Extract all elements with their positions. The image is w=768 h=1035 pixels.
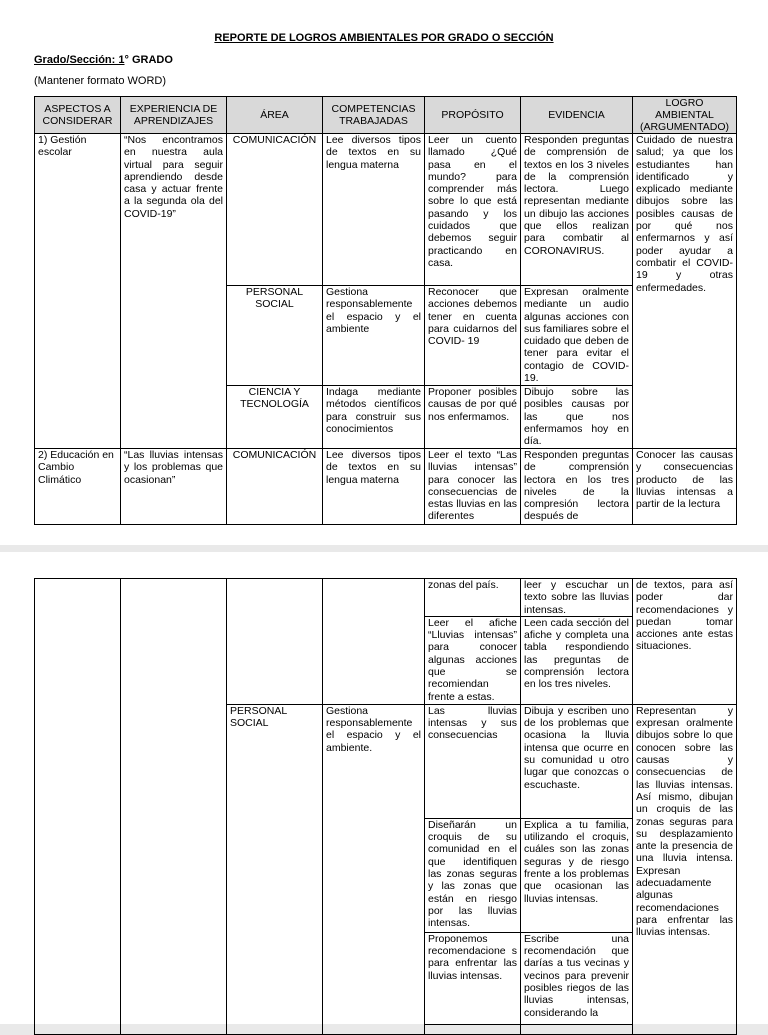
cell-proposito-6: Las lluvias intensas y sus consecuencias <box>425 704 521 818</box>
cell-proposito-4: Leer el texto “Las lluvias intensas” para conocer las consecuencias de estas lluvias en las diferentes <box>425 449 521 525</box>
cell-proposito-8: Proponemos recomendacione s para enfrentar las lluvias intensas. <box>425 932 521 1024</box>
grado-seccion <box>34 54 173 66</box>
cell-evidencia-7: Explica a tu familia, utilizando el croquis, cuáles son las zonas seguras y de riesgo frente a los problemas que ocasionan las lluvias intensas. <box>521 818 633 932</box>
cell-experiencia-2-cont <box>121 579 227 1035</box>
cell-evidencia-2: Expresan oralmente mediante un audio algunas acciones con sus familiares sobre el cuidado que deben de tener para evitar el contagio de COVID- 19. <box>521 286 633 386</box>
cell-competencia-indaga: Indaga mediante métodos científicos para construir sus conocimientos <box>323 386 425 449</box>
cell-experiencia-1: “Nos encontramos en nuestra aula virtual para seguir aprendiendo desde casa y actuar frente a la segunda ola del COVID-19” <box>121 134 227 449</box>
document-page-2 <box>0 552 768 1024</box>
cell-evidencia-4: Responden preguntas de comprensión lectora en los tres niveles de la compresión lectora después de <box>521 449 633 525</box>
cell-evidencia-6: Dibuja y escriben uno de los problemas que ocasiona la lluvia intensa que ocurre en su comunidad u otro lugar que conozcas o escuchaste. <box>521 704 633 818</box>
cell-aspecto-2: 2) Educación en Cambio Climático <box>35 449 121 525</box>
header-logro: LOGRO AMBIENTAL (ARGUMENTADO) <box>633 97 737 134</box>
cell-area-personal-social: PERSONAL SOCIAL <box>227 286 323 386</box>
cell-evidencia-1: Responden preguntas de comprensión de textos en los 3 niveles de la comprensión lectora. Luego representan mediante un dibujo las acciones que ellos realizan para combatir al CORONAVIRUS. <box>521 134 633 286</box>
format-note: (Mantener formato WORD) <box>34 75 167 87</box>
cell-evidencia-3: Dibujo sobre las posibles causas por las que nos enfermamos hoy en día. <box>521 386 633 449</box>
cell-proposito-7: Diseñarán un croquis de su comunidad en el que identifiquen las zonas seguras y las zonas que están en riesgo por las lluvias intensas. <box>425 818 521 932</box>
cell-area-cont <box>227 579 323 705</box>
cell-aspecto-1: 1) Gestión escolar <box>35 134 121 449</box>
header-competencias: COMPETENCIAS TRABAJADAS <box>323 97 425 134</box>
cell-experiencia-2: “Las lluvias intensas y los problemas que ocasionan” <box>121 449 227 525</box>
header-proposito: PROPÓSITO <box>425 97 521 134</box>
header-experiencia: EXPERIENCIA DE APRENDIZAJES <box>121 97 227 134</box>
header-area: ÁREA <box>227 97 323 134</box>
grado-label: Grado/Sección: 1 <box>34 54 125 66</box>
cell-proposito-5: Leer el afiche “Lluvias intensas” para conocer algunas acciones que se recomiendan frente a estas. <box>425 616 521 704</box>
cell-competencia-cont <box>323 579 425 705</box>
cell-logro-2: Conocer las causas y consecuencias producto de las lluvias intensas a partir de la lectura <box>633 449 737 525</box>
cell-competencia-gestiona-2: Gestiona responsablemente el espacio y el ambiente. <box>323 704 425 1034</box>
cell-proposito-1: Leer un cuento llamado ¿Qué pasa en el mundo? para comprender más sobre lo que está pasando y los cuidados que debemos seguir practicando en casa. <box>425 134 521 286</box>
cell-evidencia-4-cont: leer y escuchar un texto sobre las lluvias intensas. <box>521 579 633 617</box>
header-evidencia: EVIDENCIA <box>521 97 633 134</box>
logros-table-page-1 <box>34 96 737 525</box>
cell-logro-1: Cuidado de nuestra salud; ya que los estudiantes han identificado y explicado mediante dibujos sobre las posibles causas de por qué nos enfermarnos y así poder ayudar a combatir el COVID-19 y otras enfermedades. <box>633 134 737 449</box>
logros-table-page-2 <box>34 578 737 1035</box>
cell-evidencia-5: Leen cada sección del afiche y completa una tabla respondiendo las preguntas de comprensión lectora en los tres niveles. <box>521 616 633 704</box>
header-aspectos: ASPECTOS A CONSIDERAR <box>35 97 121 134</box>
cell-aspecto-2-cont <box>35 579 121 1035</box>
cell-competencia-lee: Lee diversos tipos de textos en su lengua materna <box>323 134 425 286</box>
cell-area-comunicacion: COMUNICACIÓN <box>227 134 323 286</box>
cell-area-comunicacion-2: COMUNICACIÓN <box>227 449 323 525</box>
cell-proposito-4-cont: zonas del país. <box>425 579 521 617</box>
cell-proposito-blank <box>425 1024 521 1034</box>
cell-logro-2-cont: de textos, para así poder dar recomendaciones y puedan tomar acciones ante estas situaciones. <box>633 579 737 705</box>
cell-area-ciencia: CIENCIA Y TECNOLOGÍA <box>227 386 323 449</box>
cell-competencia-lee-2: Lee diversos tipos de textos en su lengua materna <box>323 449 425 525</box>
cell-competencia-gestiona: Gestiona responsablemente el espacio y el ambiente <box>323 286 425 386</box>
cell-logro-3: Representan y expresan oralmente dibujos sobre lo que conocen sobre las causas y consecuencias de las lluvias intensas. Así mismo, dibujan un croquis de las zonas seguras para su desplazamiento ante la presencia de una lluvia intensa. Expresan adecuadamente algunas recomendaciones para enfrentar las lluvias intensas. <box>633 704 737 1034</box>
grado-value: ° GRADO <box>124 54 173 66</box>
cell-proposito-3: Proponer posibles causas de por qué nos enfermamos. <box>425 386 521 449</box>
cell-proposito-2: Reconocer que acciones debemos tener en cuenta para cuidarnos del COVID- 19 <box>425 286 521 386</box>
cell-evidencia-blank <box>521 1024 633 1034</box>
report-title: REPORTE DE LOGROS AMBIENTALES POR GRADO O SECCIÓN <box>214 32 554 44</box>
cell-area-personal-social-2: PERSONAL SOCIAL <box>227 704 323 1034</box>
cell-evidencia-8: Escribe una recomendación que darías a tus vecinas y vecinos para prevenir posibles riegos de las lluvias intensas, considerando la <box>521 932 633 1024</box>
